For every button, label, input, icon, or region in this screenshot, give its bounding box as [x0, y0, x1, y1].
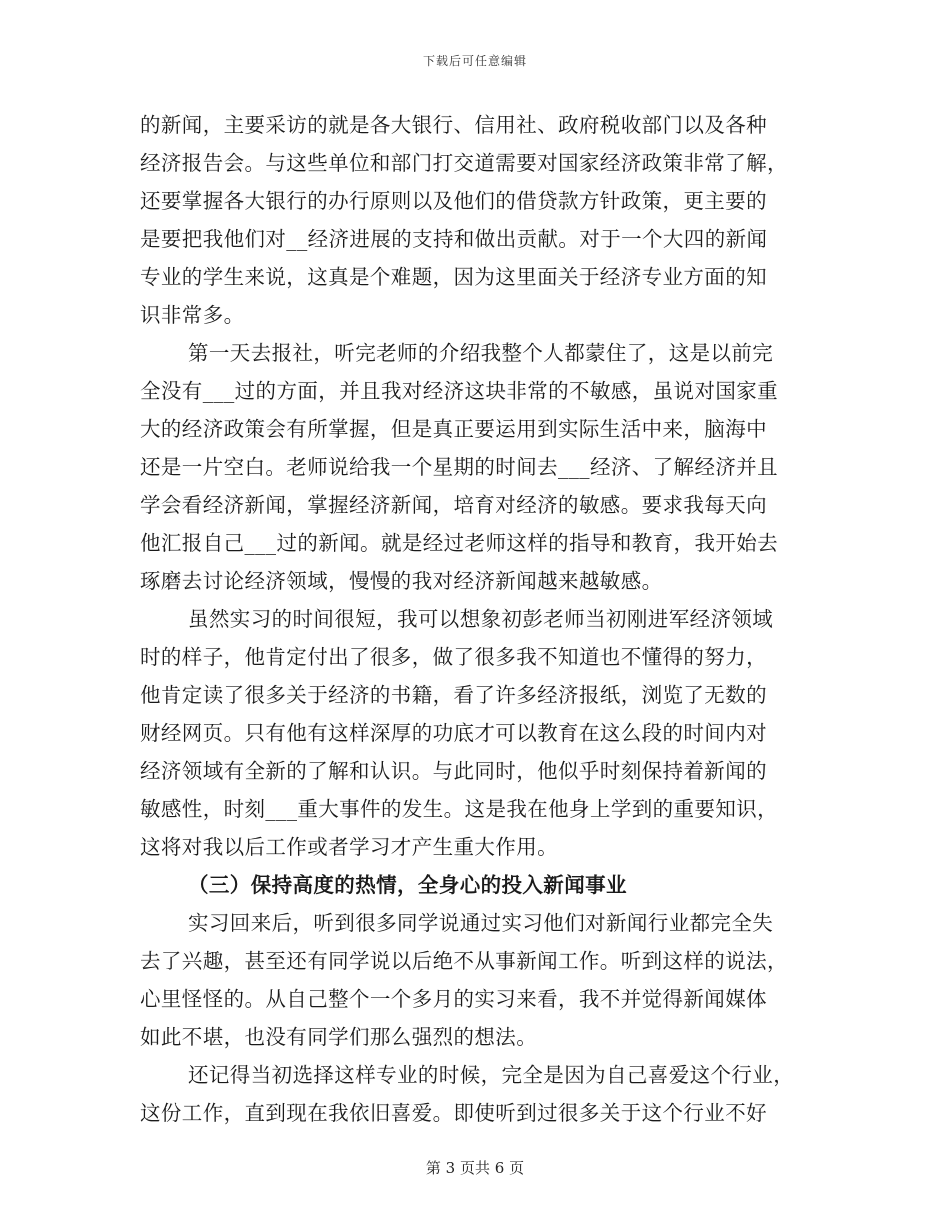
text-line: 专业的学生来说，这真是个难题，因为这里面关于经济专业方面的知	[140, 265, 767, 289]
text-line: 他肯定读了很多关于经济的书籍，看了许多经济报纸，浏览了无数的	[140, 683, 767, 707]
text-line: 大的经济政策会有所掌握，但是真正要运用到实际生活中来，脑海中	[140, 417, 767, 441]
paragraph-start-line: 虽然实习的时间很短，我可以想象初彭老师当初刚进军经济领域	[188, 607, 774, 631]
text-line: 如此不堪，也没有同学们那么强烈的想法。	[140, 1025, 538, 1049]
document-body	[140, 106, 800, 1132]
page-header: 下载后可任意编辑	[422, 54, 527, 68]
text-line: 敏感性，时刻___重大事件的发生。这是我在他身上学到的重要知识，	[140, 797, 779, 821]
text-line: 他汇报自己___过的新闻。就是经过老师这样的指导和教育，我开始去	[140, 531, 779, 555]
text-line: 是要把我他们对__经济进展的支持和做出贡献。对于一个大四的新闻	[140, 227, 768, 251]
text-line: 心里怪怪的。从自己整个一个多月的实习来看，我不并觉得新闻媒体	[140, 987, 767, 1011]
page-footer: 第 3 页共 6 页	[425, 1159, 525, 1177]
text-line: 这份工作，直到现在我依旧喜爱。即使听到过很多关于这个行业不好	[140, 1101, 767, 1125]
text-line: 财经网页。只有他有这样深厚的功底才可以教育在这么段的时间内对	[140, 721, 767, 745]
paragraph-start-line: 还记得当初选择这样专业的时候，完全是因为自己喜爱这个行业，	[188, 1063, 795, 1087]
paragraph-start-line: 第一天去报社，听完老师的介绍我整个人都蒙住了，这是以前完	[188, 341, 774, 365]
text-line: 去了兴趣，甚至还有同学说以后绝不从事新闻工作。听到这样的说法，	[140, 949, 788, 973]
paragraph-start-line: 实习回来后，听到很多同学说通过实习他们对新闻行业都完全失	[188, 911, 774, 935]
text-line: 时的样子，他肯定付出了很多，做了很多我不知道也不懂得的努力，	[140, 645, 767, 669]
text-line: 还是一片空白。老师说给我一个星期的时间去___经济、了解经济并且	[140, 455, 779, 479]
text-line: 的新闻，主要采访的就是各大银行、信用社、政府税收部门以及各种	[140, 113, 767, 137]
text-line: 还要掌握各大银行的办行原则以及他们的借贷款方针政策，更主要的	[140, 189, 767, 213]
section-heading: （三）保持高度的热情，全身心的投入新闻事业	[188, 873, 627, 897]
text-line: 识非常多。	[140, 303, 245, 327]
text-line: 经济领域有全新的了解和认识。与此同时，他似乎时刻保持着新闻的	[140, 759, 767, 783]
text-line: 琢磨去讨论经济领域，慢慢的我对经济新闻越来越敏感。	[140, 569, 663, 593]
text-line: 这将对我以后工作或者学习才产生重大作用。	[140, 835, 558, 859]
text-line: 学会看经济新闻，掌握经济新闻，培育对经济的敏感。要求我每天向	[140, 493, 767, 517]
text-line: 经济报告会。与这些单位和部门打交道需要对国家经济政策非常了解，	[140, 151, 788, 175]
text-line: 全没有___过的方面，并且我对经济这块非常的不敏感，虽说对国家重	[140, 379, 779, 403]
